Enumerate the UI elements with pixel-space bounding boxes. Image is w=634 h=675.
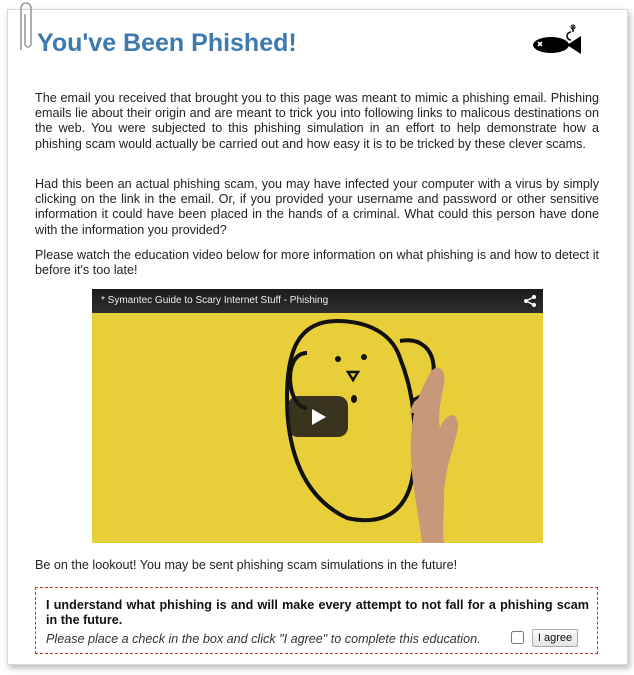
video-title-bar — [92, 289, 543, 313]
agreement-box — [35, 587, 598, 654]
agreement-instruction: Please place a check in the box and click "I agree" to complete this education. — [46, 632, 481, 646]
page-title: You've Been Phished! — [37, 29, 297, 57]
video-intro-paragraph: Please watch the education video below for more information on what phishing is and how to detect it before it's too late! — [35, 248, 599, 278]
agree-checkbox[interactable] — [511, 631, 524, 644]
education-video[interactable] — [92, 289, 543, 543]
agree-button[interactable]: I agree — [532, 629, 578, 647]
intro-paragraph: The email you received that brought you to this page was meant to mimic a phishing email. Phishing emails lie about their origin and are meant to trick you into following links to malicous destinations on the web. You were subjected to this phishing simulation in an effort to help demonstrate how a phishing scam would actually be carried out and how easy it is to be tricked by these clever scams. — [35, 91, 599, 151]
lookout-text: Be on the lookout! You may be sent phishing scam simulations in the future! — [35, 558, 458, 572]
video-title[interactable]: * Symantec Guide to Scary Internet Stuff - Phishing — [101, 295, 329, 306]
fish-hook-icon — [527, 24, 583, 60]
share-icon[interactable] — [523, 294, 537, 308]
paperclip-icon — [15, 0, 33, 56]
risk-paragraph: Had this been an actual phishing scam, you may have infected your computer with a virus by simply clicking on the link in the email. Or, if you provided your username and password or other sensitive information it could have been placed in the hands of a criminal. What could this person have done with the information you provided? — [35, 177, 599, 237]
play-icon[interactable] — [288, 396, 348, 437]
agreement-statement: I understand what phishing is and will make every attempt to not fall for a phishing scam in the future. — [46, 598, 589, 627]
